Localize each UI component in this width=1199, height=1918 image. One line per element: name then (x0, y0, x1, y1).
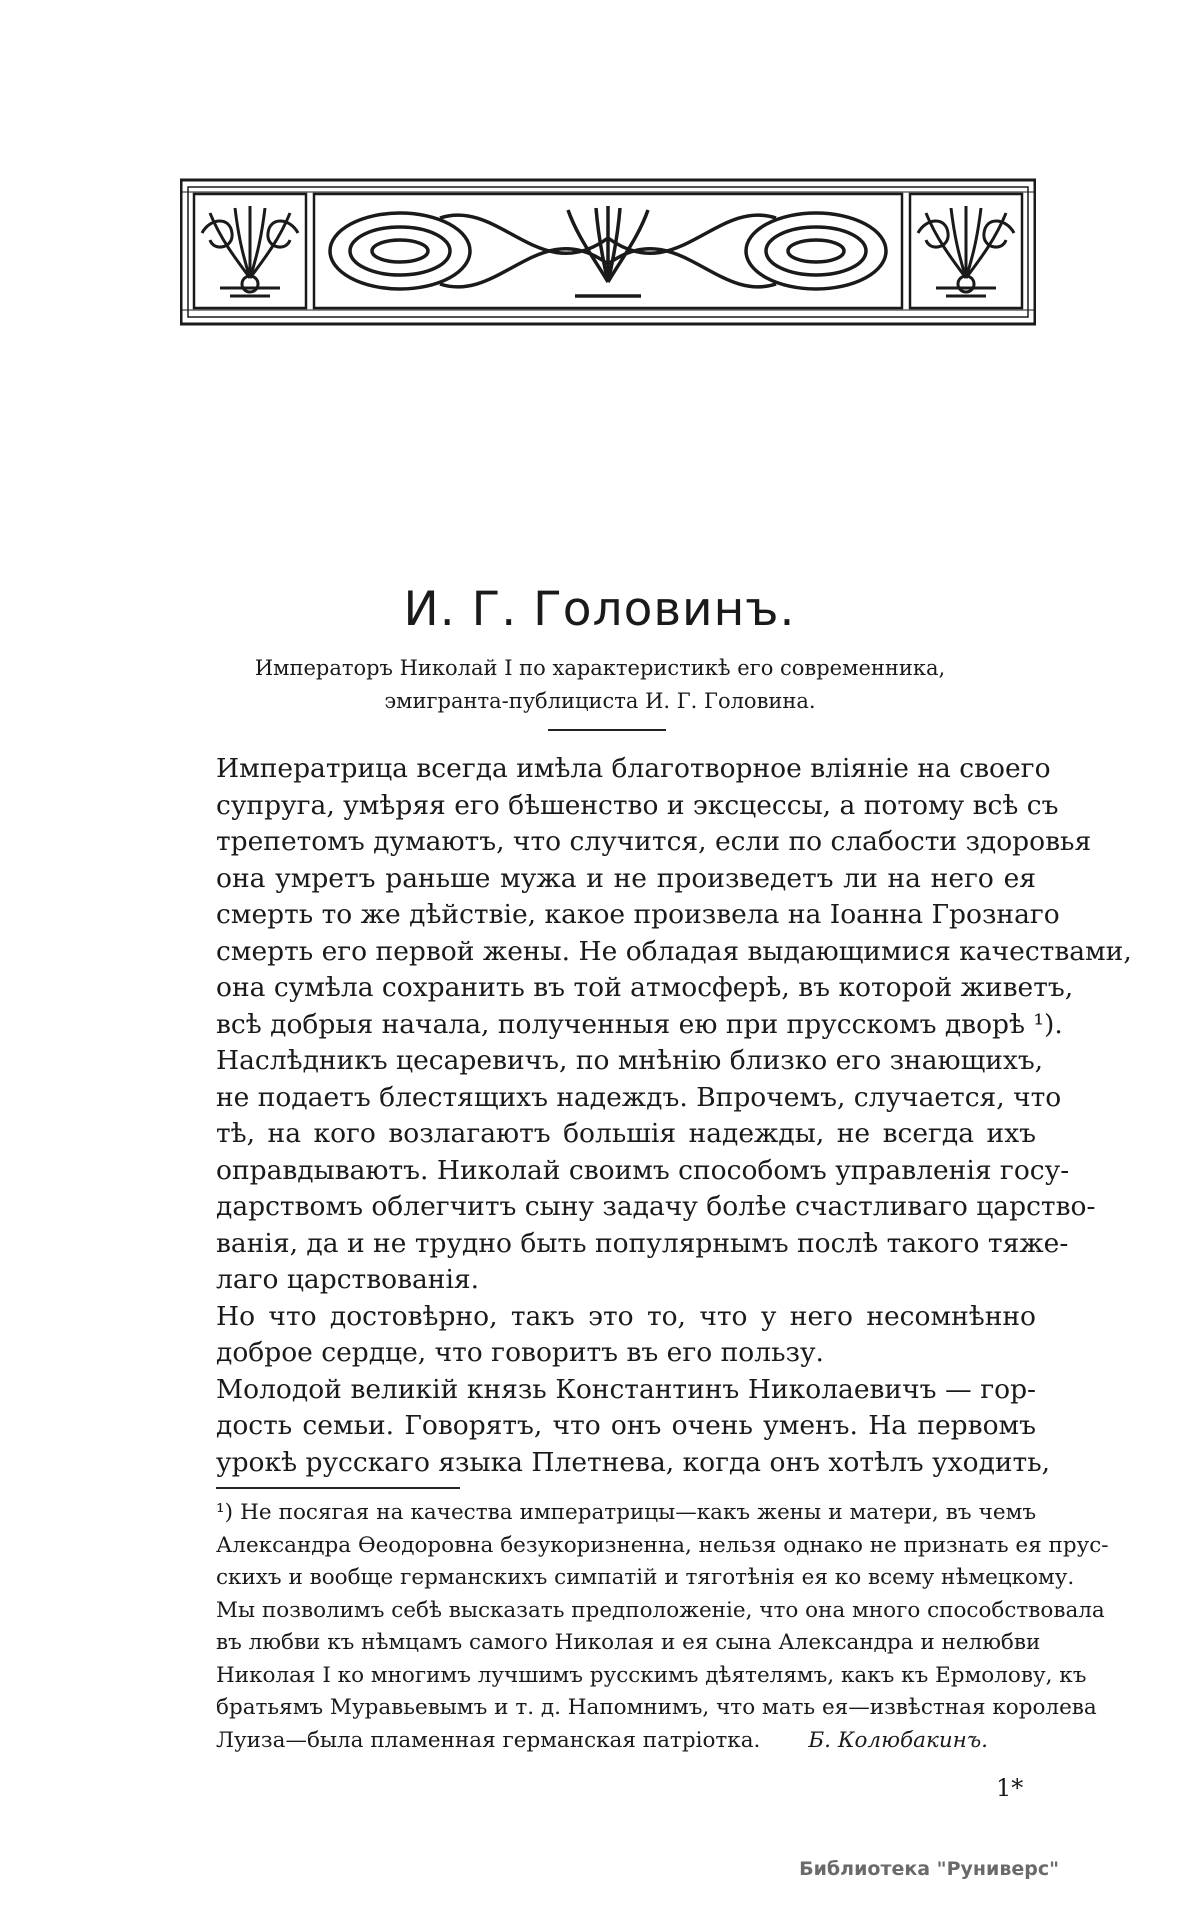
text-line: трепетомъ думаютъ, что случится, если по слабости здоровья (216, 826, 1092, 857)
footnote-line: ¹) Не посягая на качества императрицы—какъ жены и матери, въ чемъ (216, 1500, 1036, 1525)
text-line: смерть его первой жены. Не обладая выдающимися качествами, (216, 935, 1132, 967)
title-divider (548, 729, 666, 731)
text-line: ванія, да и не трудно быть популярнымъ послѣ такого тяже- (216, 1227, 1069, 1259)
text-line: дость семьи. Говорятъ, что онъ очень уменъ. На первомъ (216, 1410, 1036, 1441)
text-line: Молодой великій князь Константинъ Николаевичъ — гор- (216, 1373, 1036, 1405)
footnote-divider (216, 1487, 460, 1489)
text-line: оправдываютъ. Николай своимъ способомъ управленія госу- (216, 1154, 1070, 1186)
footnote-line (216, 1725, 1036, 1758)
text-line: урокѣ русскаго языка Плетнева, когда онъ хотѣлъ уходить, (216, 1446, 1051, 1478)
text-line: супруга, умѣряя его бѣшенство и эксцессы, а потому всѣ съ (216, 789, 1059, 821)
article-subtitle (220, 652, 980, 718)
text-line: дарствомъ облегчитъ сыну задачу болѣе счастливаго царство- (216, 1191, 1096, 1222)
main-text (216, 751, 1132, 1481)
article-title: И. Г. Головинъ. (403, 582, 796, 637)
text-line: доброе сердце, что говоритъ въ его пользу. (216, 1337, 824, 1368)
text-line: Императрица всегда имѣла благотворное вліяніе на своего (216, 753, 1051, 784)
text-line: всѣ добрыя начала, полученныя ею при прусскомъ дворѣ ¹). (216, 1008, 1063, 1040)
footnote-line: братьямъ Муравьевымъ и т. д. Напомнимъ, что мать ея—извѣстная королева (216, 1695, 1097, 1720)
footnote-line: Александра Ѳеодоровна безукоризненна, нельзя однако не признать ея прус- (216, 1532, 1109, 1558)
signature-mark: 1* (996, 1774, 1024, 1802)
footnote-last-text: Луиза—была пламенная германская патріотка. (216, 1727, 761, 1753)
text-line: она сумѣла сохранить въ той атмосферѣ, въ которой живетъ, (216, 972, 1074, 1003)
footnote (216, 1497, 1109, 1757)
text-line: лаго царствованія. (216, 1264, 480, 1295)
subtitle-line: эмигранта-публициста И. Г. Головина. (384, 689, 816, 713)
footnote-line: въ любви къ нѣмцамъ самого Николая и ея сына Александра и нелюбви (216, 1630, 1041, 1655)
footnote-line: Мы позволимъ себѣ высказать предположеніе, что она много способствовала (216, 1597, 1105, 1623)
footnote-signature: Б. Колюбакинъ. (808, 1727, 988, 1753)
subtitle-line: Императоръ Николай I по характеристикѣ его современника, (254, 656, 946, 680)
text-line: не подаетъ блестящихъ надеждъ. Впрочемъ, случается, что (216, 1081, 1062, 1113)
text-line: Но что достовѣрно, такъ это то, что у него несомнѣнно (216, 1300, 1036, 1332)
footnote-line: скихъ и вообще германскихъ симпатій и тяготѣнія ея ко всему нѣмецкому. (216, 1565, 1075, 1590)
text-line: смерть то же дѣйствіе, какое произвела на Іоанна Грознаго (216, 899, 1060, 930)
text-line: Наслѣдникъ цесаревичъ, по мнѣнію близко его знающихъ, (216, 1045, 1044, 1076)
footnote-line: Николая I ко многимъ лучшимъ русскимъ дѣятелямъ, какъ къ Ермолову, къ (216, 1662, 1087, 1688)
text-line: тѣ, на кого возлагаютъ большія надежды, не всегда ихъ (216, 1118, 1036, 1149)
ornamental-header-band (180, 178, 1036, 326)
text-line: она умретъ раньше мужа и не произведетъ ли на него ея (216, 862, 1036, 894)
library-watermark: Библиотека "Руниверс" (799, 1858, 1059, 1880)
